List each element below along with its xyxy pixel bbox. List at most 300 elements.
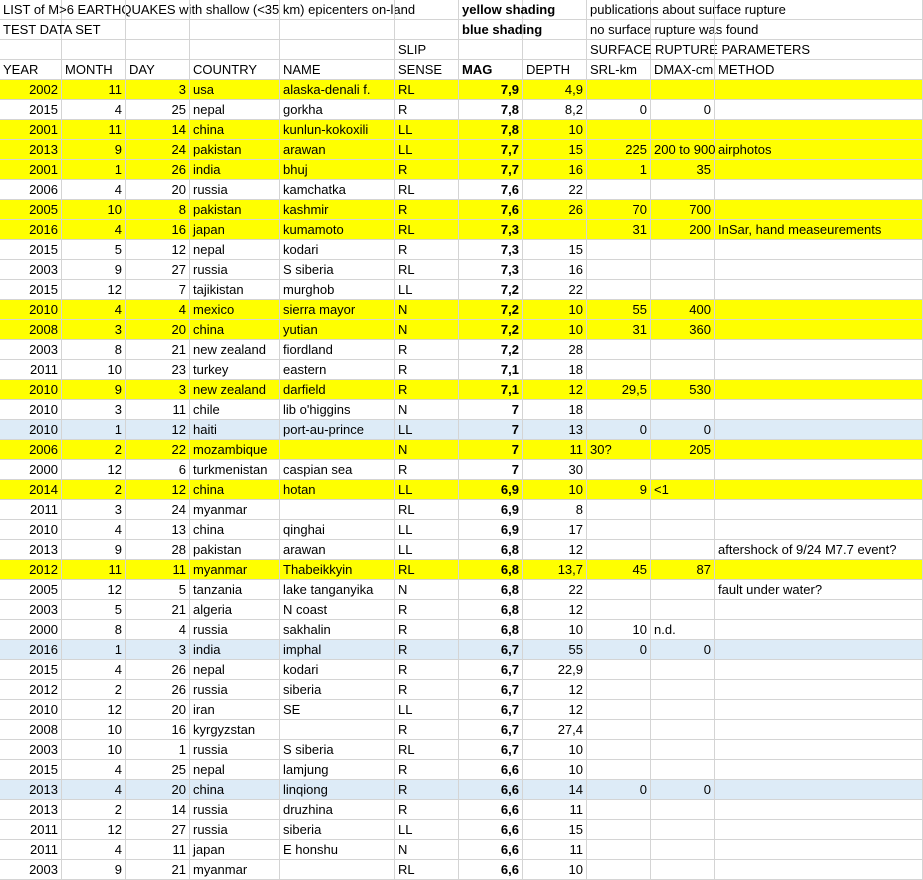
cell-depth[interactable]: 10 bbox=[523, 760, 587, 780]
cell-mag[interactable]: 6,7 bbox=[459, 740, 523, 760]
cell-day[interactable]: 16 bbox=[126, 220, 190, 240]
cell-depth[interactable]: 14 bbox=[523, 780, 587, 800]
cell-dmax-cm[interactable] bbox=[651, 600, 715, 620]
cell-country[interactable]: japan bbox=[190, 840, 280, 860]
cell-srl-km[interactable]: 1 bbox=[587, 160, 651, 180]
cell-year[interactable]: 2011 bbox=[0, 360, 62, 380]
cell-day[interactable]: 20 bbox=[126, 700, 190, 720]
cell-name[interactable]: sakhalin bbox=[280, 620, 395, 640]
cell-depth[interactable]: 12 bbox=[523, 380, 587, 400]
cell-slip-sense[interactable]: R bbox=[395, 800, 459, 820]
cell-srl-km[interactable] bbox=[587, 740, 651, 760]
cell-method[interactable] bbox=[715, 800, 923, 820]
cell-name[interactable]: lake tanganyika bbox=[280, 580, 395, 600]
cell-srl-km[interactable] bbox=[587, 180, 651, 200]
cell-month[interactable]: 12 bbox=[62, 460, 126, 480]
cell-name[interactable]: kumamoto bbox=[280, 220, 395, 240]
cell-mag[interactable]: 7,1 bbox=[459, 380, 523, 400]
cell-day[interactable]: 3 bbox=[126, 80, 190, 100]
cell-name[interactable]: darfield bbox=[280, 380, 395, 400]
cell-dmax-cm[interactable]: 360 bbox=[651, 320, 715, 340]
cell-mag[interactable]: 7,6 bbox=[459, 180, 523, 200]
cell-mag[interactable]: 6,8 bbox=[459, 540, 523, 560]
cell-name[interactable]: lib o'higgins bbox=[280, 400, 395, 420]
cell-slip-sense[interactable]: RL bbox=[395, 180, 459, 200]
cell-mag[interactable]: 7,2 bbox=[459, 300, 523, 320]
cell-year[interactable]: 2003 bbox=[0, 340, 62, 360]
cell-dmax-cm[interactable] bbox=[651, 740, 715, 760]
cell-dmax-cm[interactable] bbox=[651, 760, 715, 780]
cell-dmax-cm[interactable] bbox=[651, 660, 715, 680]
cell-depth[interactable]: 10 bbox=[523, 120, 587, 140]
cell-country[interactable]: usa bbox=[190, 80, 280, 100]
cell-name[interactable]: siberia bbox=[280, 680, 395, 700]
cell-day[interactable]: 14 bbox=[126, 800, 190, 820]
cell-month[interactable]: 11 bbox=[62, 560, 126, 580]
cell-srl-km[interactable] bbox=[587, 80, 651, 100]
cell-method[interactable] bbox=[715, 520, 923, 540]
cell-name[interactable]: bhuj bbox=[280, 160, 395, 180]
cell-slip-sense[interactable]: R bbox=[395, 640, 459, 660]
cell-name[interactable] bbox=[280, 860, 395, 880]
cell-month[interactable]: 4 bbox=[62, 100, 126, 120]
cell-day[interactable]: 12 bbox=[126, 240, 190, 260]
cell-dmax-cm[interactable]: 0 bbox=[651, 780, 715, 800]
cell-month[interactable]: 4 bbox=[62, 300, 126, 320]
cell-method[interactable] bbox=[715, 780, 923, 800]
cell-srl-km[interactable] bbox=[587, 660, 651, 680]
cell-month[interactable] bbox=[62, 0, 126, 20]
cell-year[interactable]: 2000 bbox=[0, 620, 62, 640]
cell-country[interactable]: pakistan bbox=[190, 540, 280, 560]
cell-mag[interactable]: 7,1 bbox=[459, 360, 523, 380]
cell-method[interactable] bbox=[715, 260, 923, 280]
cell-year[interactable]: 2016 bbox=[0, 640, 62, 660]
cell-dmax-cm[interactable] bbox=[651, 680, 715, 700]
cell-month[interactable]: 2 bbox=[62, 440, 126, 460]
cell-slip-sense[interactable]: R bbox=[395, 160, 459, 180]
cell-year[interactable]: 2003 bbox=[0, 260, 62, 280]
cell-day[interactable]: 3 bbox=[126, 380, 190, 400]
cell-year[interactable]: 2013 bbox=[0, 800, 62, 820]
cell-slip-sense[interactable] bbox=[395, 20, 459, 40]
cell-depth[interactable]: 8,2 bbox=[523, 100, 587, 120]
cell-year[interactable]: 2015 bbox=[0, 660, 62, 680]
cell-country[interactable]: myanmar bbox=[190, 500, 280, 520]
cell-month[interactable]: 10 bbox=[62, 720, 126, 740]
cell-day[interactable]: 12 bbox=[126, 420, 190, 440]
cell-mag[interactable]: 7,2 bbox=[459, 280, 523, 300]
cell-slip-sense[interactable]: R bbox=[395, 620, 459, 640]
cell-year[interactable]: 2005 bbox=[0, 200, 62, 220]
cell-name[interactable]: kamchatka bbox=[280, 180, 395, 200]
cell-method[interactable] bbox=[715, 760, 923, 780]
cell-method[interactable] bbox=[715, 360, 923, 380]
cell-year[interactable]: 2001 bbox=[0, 160, 62, 180]
cell-dmax-cm[interactable] bbox=[651, 520, 715, 540]
cell-day[interactable]: 23 bbox=[126, 360, 190, 380]
cell-depth[interactable]: 10 bbox=[523, 300, 587, 320]
cell-day[interactable]: 6 bbox=[126, 460, 190, 480]
cell-name[interactable]: linqiong bbox=[280, 780, 395, 800]
cell-year[interactable]: 2010 bbox=[0, 420, 62, 440]
cell-slip-sense[interactable]: SLIP bbox=[395, 40, 459, 60]
cell-depth[interactable]: 18 bbox=[523, 360, 587, 380]
cell-srl-km[interactable] bbox=[587, 520, 651, 540]
cell-depth[interactable]: 22 bbox=[523, 180, 587, 200]
cell-dmax-cm[interactable] bbox=[651, 500, 715, 520]
cell-name[interactable] bbox=[280, 0, 395, 20]
cell-year[interactable]: YEAR bbox=[0, 60, 62, 80]
cell-depth[interactable]: 15 bbox=[523, 140, 587, 160]
cell-month[interactable]: 12 bbox=[62, 580, 126, 600]
cell-country[interactable]: nepal bbox=[190, 240, 280, 260]
cell-method[interactable] bbox=[715, 380, 923, 400]
cell-month[interactable]: 1 bbox=[62, 640, 126, 660]
cell-method[interactable]: fault under water? bbox=[715, 580, 923, 600]
cell-dmax-cm[interactable]: <1 bbox=[651, 480, 715, 500]
cell-country[interactable]: tajikistan bbox=[190, 280, 280, 300]
cell-method[interactable] bbox=[715, 500, 923, 520]
cell-name[interactable]: kodari bbox=[280, 660, 395, 680]
cell-slip-sense[interactable]: R bbox=[395, 380, 459, 400]
cell-mag[interactable] bbox=[459, 40, 523, 60]
cell-method[interactable] bbox=[715, 680, 923, 700]
cell-month[interactable]: 3 bbox=[62, 500, 126, 520]
cell-year[interactable]: 2012 bbox=[0, 680, 62, 700]
cell-year[interactable]: 2010 bbox=[0, 380, 62, 400]
cell-dmax-cm[interactable] bbox=[651, 120, 715, 140]
cell-slip-sense[interactable]: RL bbox=[395, 560, 459, 580]
cell-slip-sense[interactable]: R bbox=[395, 660, 459, 680]
cell-depth[interactable]: 11 bbox=[523, 840, 587, 860]
cell-month[interactable]: 11 bbox=[62, 80, 126, 100]
cell-day[interactable]: 24 bbox=[126, 140, 190, 160]
cell-slip-sense[interactable]: LL bbox=[395, 820, 459, 840]
cell-method[interactable] bbox=[715, 120, 923, 140]
cell-srl-km[interactable] bbox=[587, 760, 651, 780]
cell-year[interactable]: 2006 bbox=[0, 180, 62, 200]
cell-month[interactable]: MONTH bbox=[62, 60, 126, 80]
cell-day[interactable]: 16 bbox=[126, 720, 190, 740]
cell-depth[interactable]: DEPTH bbox=[523, 60, 587, 80]
cell-day[interactable]: 5 bbox=[126, 580, 190, 600]
cell-mag[interactable]: 6,7 bbox=[459, 700, 523, 720]
cell-country[interactable]: myanmar bbox=[190, 860, 280, 880]
cell-method[interactable]: airphotos bbox=[715, 140, 923, 160]
cell-country[interactable]: new zealand bbox=[190, 380, 280, 400]
cell-slip-sense[interactable]: LL bbox=[395, 700, 459, 720]
cell-month[interactable] bbox=[62, 40, 126, 60]
cell-slip-sense[interactable]: R bbox=[395, 240, 459, 260]
cell-method[interactable] bbox=[715, 820, 923, 840]
cell-country[interactable]: russia bbox=[190, 260, 280, 280]
cell-dmax-cm[interactable]: DMAX-cm bbox=[651, 60, 715, 80]
cell-mag[interactable]: yellow shading bbox=[459, 0, 523, 20]
cell-dmax-cm[interactable] bbox=[651, 700, 715, 720]
cell-dmax-cm[interactable] bbox=[651, 820, 715, 840]
cell-name[interactable]: arawan bbox=[280, 140, 395, 160]
cell-year[interactable]: 2006 bbox=[0, 440, 62, 460]
cell-srl-km[interactable]: 0 bbox=[587, 100, 651, 120]
cell-name[interactable] bbox=[280, 440, 395, 460]
cell-dmax-cm[interactable] bbox=[651, 800, 715, 820]
cell-mag[interactable]: 6,6 bbox=[459, 820, 523, 840]
cell-month[interactable]: 4 bbox=[62, 520, 126, 540]
cell-srl-km[interactable] bbox=[587, 120, 651, 140]
cell-depth[interactable]: 10 bbox=[523, 320, 587, 340]
cell-country[interactable]: russia bbox=[190, 180, 280, 200]
cell-country[interactable]: pakistan bbox=[190, 140, 280, 160]
cell-slip-sense[interactable]: SENSE bbox=[395, 60, 459, 80]
cell-day[interactable]: 24 bbox=[126, 500, 190, 520]
cell-depth[interactable]: 10 bbox=[523, 740, 587, 760]
cell-day[interactable]: 11 bbox=[126, 840, 190, 860]
cell-day[interactable]: 26 bbox=[126, 660, 190, 680]
cell-srl-km[interactable]: 10 bbox=[587, 620, 651, 640]
cell-year[interactable]: 2013 bbox=[0, 780, 62, 800]
cell-country[interactable]: china bbox=[190, 320, 280, 340]
cell-slip-sense[interactable]: LL bbox=[395, 520, 459, 540]
cell-month[interactable]: 3 bbox=[62, 400, 126, 420]
cell-mag[interactable]: 7,6 bbox=[459, 200, 523, 220]
cell-name[interactable] bbox=[280, 20, 395, 40]
cell-depth[interactable]: 15 bbox=[523, 240, 587, 260]
cell-country[interactable]: COUNTRY bbox=[190, 60, 280, 80]
cell-slip-sense[interactable]: R bbox=[395, 760, 459, 780]
cell-slip-sense[interactable]: LL bbox=[395, 120, 459, 140]
cell-name[interactable]: hotan bbox=[280, 480, 395, 500]
cell-depth[interactable]: 12 bbox=[523, 540, 587, 560]
cell-srl-km[interactable]: 0 bbox=[587, 640, 651, 660]
cell-country[interactable] bbox=[190, 0, 280, 20]
cell-name[interactable] bbox=[280, 40, 395, 60]
cell-slip-sense[interactable]: R bbox=[395, 600, 459, 620]
cell-dmax-cm[interactable] bbox=[651, 20, 715, 40]
cell-year[interactable]: 2001 bbox=[0, 120, 62, 140]
cell-method[interactable] bbox=[715, 200, 923, 220]
cell-depth[interactable]: 13 bbox=[523, 420, 587, 440]
cell-dmax-cm[interactable] bbox=[651, 580, 715, 600]
cell-mag[interactable]: 7,2 bbox=[459, 320, 523, 340]
cell-srl-km[interactable] bbox=[587, 680, 651, 700]
cell-country[interactable]: myanmar bbox=[190, 560, 280, 580]
cell-name[interactable]: NAME bbox=[280, 60, 395, 80]
cell-country[interactable]: china bbox=[190, 520, 280, 540]
cell-country[interactable]: iran bbox=[190, 700, 280, 720]
cell-dmax-cm[interactable]: 0 bbox=[651, 100, 715, 120]
cell-month[interactable]: 4 bbox=[62, 660, 126, 680]
cell-slip-sense[interactable]: R bbox=[395, 680, 459, 700]
cell-method[interactable] bbox=[715, 40, 923, 60]
cell-name[interactable]: kashmir bbox=[280, 200, 395, 220]
cell-slip-sense[interactable]: R bbox=[395, 200, 459, 220]
cell-method[interactable] bbox=[715, 720, 923, 740]
cell-method[interactable] bbox=[715, 340, 923, 360]
cell-country[interactable] bbox=[190, 20, 280, 40]
cell-name[interactable]: port-au-prince bbox=[280, 420, 395, 440]
cell-srl-km[interactable] bbox=[587, 260, 651, 280]
cell-month[interactable] bbox=[62, 20, 126, 40]
cell-year[interactable]: 2005 bbox=[0, 580, 62, 600]
cell-name[interactable]: arawan bbox=[280, 540, 395, 560]
cell-mag[interactable]: 7,8 bbox=[459, 120, 523, 140]
cell-method[interactable] bbox=[715, 860, 923, 880]
cell-depth[interactable]: 12 bbox=[523, 700, 587, 720]
cell-srl-km[interactable]: publications about surface rupture bbox=[587, 0, 651, 20]
cell-country[interactable]: russia bbox=[190, 620, 280, 640]
cell-method[interactable] bbox=[715, 740, 923, 760]
cell-name[interactable]: S siberia bbox=[280, 740, 395, 760]
cell-name[interactable]: alaska-denali f. bbox=[280, 80, 395, 100]
cell-month[interactable]: 2 bbox=[62, 680, 126, 700]
cell-mag[interactable]: 7,2 bbox=[459, 340, 523, 360]
cell-method[interactable] bbox=[715, 440, 923, 460]
cell-slip-sense[interactable]: R bbox=[395, 360, 459, 380]
cell-month[interactable]: 8 bbox=[62, 620, 126, 640]
cell-mag[interactable]: MAG bbox=[459, 60, 523, 80]
cell-mag[interactable]: 6,8 bbox=[459, 580, 523, 600]
cell-method[interactable] bbox=[715, 300, 923, 320]
cell-month[interactable]: 4 bbox=[62, 220, 126, 240]
cell-country[interactable]: china bbox=[190, 120, 280, 140]
cell-month[interactable]: 1 bbox=[62, 160, 126, 180]
cell-country[interactable]: india bbox=[190, 160, 280, 180]
cell-name[interactable]: druzhina bbox=[280, 800, 395, 820]
cell-srl-km[interactable]: 9 bbox=[587, 480, 651, 500]
cell-name[interactable]: qinghai bbox=[280, 520, 395, 540]
cell-name[interactable]: caspian sea bbox=[280, 460, 395, 480]
cell-country[interactable]: japan bbox=[190, 220, 280, 240]
cell-country[interactable]: chile bbox=[190, 400, 280, 420]
cell-srl-km[interactable] bbox=[587, 600, 651, 620]
cell-year[interactable]: 2010 bbox=[0, 300, 62, 320]
cell-srl-km[interactable] bbox=[587, 820, 651, 840]
cell-year[interactable]: 2015 bbox=[0, 240, 62, 260]
cell-depth[interactable]: 22 bbox=[523, 280, 587, 300]
cell-month[interactable]: 12 bbox=[62, 280, 126, 300]
cell-depth[interactable]: 18 bbox=[523, 400, 587, 420]
cell-slip-sense[interactable]: N bbox=[395, 440, 459, 460]
cell-srl-km[interactable]: 55 bbox=[587, 300, 651, 320]
cell-depth[interactable]: 8 bbox=[523, 500, 587, 520]
cell-depth[interactable]: 15 bbox=[523, 820, 587, 840]
cell-day[interactable]: 26 bbox=[126, 680, 190, 700]
cell-mag[interactable]: 6,9 bbox=[459, 500, 523, 520]
cell-day[interactable]: 11 bbox=[126, 560, 190, 580]
cell-country[interactable]: russia bbox=[190, 740, 280, 760]
cell-srl-km[interactable]: 29,5 bbox=[587, 380, 651, 400]
cell-mag[interactable]: 7,3 bbox=[459, 240, 523, 260]
cell-country[interactable]: mozambique bbox=[190, 440, 280, 460]
cell-slip-sense[interactable]: RL bbox=[395, 80, 459, 100]
cell-depth[interactable]: 28 bbox=[523, 340, 587, 360]
cell-month[interactable]: 10 bbox=[62, 200, 126, 220]
cell-depth[interactable]: 30 bbox=[523, 460, 587, 480]
cell-depth[interactable]: 17 bbox=[523, 520, 587, 540]
cell-month[interactable]: 4 bbox=[62, 180, 126, 200]
cell-slip-sense[interactable]: R bbox=[395, 780, 459, 800]
cell-country[interactable]: nepal bbox=[190, 660, 280, 680]
cell-method[interactable] bbox=[715, 560, 923, 580]
cell-slip-sense[interactable]: LL bbox=[395, 540, 459, 560]
cell-method[interactable] bbox=[715, 400, 923, 420]
cell-country[interactable]: india bbox=[190, 640, 280, 660]
cell-year[interactable]: 2003 bbox=[0, 740, 62, 760]
cell-month[interactable]: 8 bbox=[62, 340, 126, 360]
cell-name[interactable]: E honshu bbox=[280, 840, 395, 860]
cell-mag[interactable]: 6,6 bbox=[459, 760, 523, 780]
cell-srl-km[interactable] bbox=[587, 360, 651, 380]
cell-dmax-cm[interactable]: 0 bbox=[651, 640, 715, 660]
cell-srl-km[interactable]: no surface rupture was found bbox=[587, 20, 651, 40]
cell-day[interactable]: 4 bbox=[126, 620, 190, 640]
cell-slip-sense[interactable]: RL bbox=[395, 860, 459, 880]
cell-year[interactable]: 2008 bbox=[0, 720, 62, 740]
cell-year[interactable]: 2015 bbox=[0, 280, 62, 300]
cell-slip-sense[interactable]: RL bbox=[395, 500, 459, 520]
cell-mag[interactable]: 7 bbox=[459, 460, 523, 480]
cell-mag[interactable]: 7,8 bbox=[459, 100, 523, 120]
cell-dmax-cm[interactable]: 205 bbox=[651, 440, 715, 460]
cell-srl-km[interactable] bbox=[587, 720, 651, 740]
cell-srl-km[interactable]: 31 bbox=[587, 320, 651, 340]
cell-dmax-cm[interactable]: 530 bbox=[651, 380, 715, 400]
cell-mag[interactable]: 6,9 bbox=[459, 520, 523, 540]
cell-mag[interactable]: 6,7 bbox=[459, 720, 523, 740]
cell-day[interactable]: 28 bbox=[126, 540, 190, 560]
cell-country[interactable]: turkmenistan bbox=[190, 460, 280, 480]
cell-name[interactable]: gorkha bbox=[280, 100, 395, 120]
cell-year[interactable]: 2003 bbox=[0, 860, 62, 880]
cell-name[interactable]: imphal bbox=[280, 640, 395, 660]
cell-day[interactable]: 25 bbox=[126, 100, 190, 120]
cell-dmax-cm[interactable]: n.d. bbox=[651, 620, 715, 640]
cell-name[interactable]: eastern bbox=[280, 360, 395, 380]
cell-year[interactable]: 2013 bbox=[0, 540, 62, 560]
cell-mag[interactable]: 7,9 bbox=[459, 80, 523, 100]
cell-month[interactable]: 9 bbox=[62, 140, 126, 160]
cell-month[interactable]: 9 bbox=[62, 380, 126, 400]
cell-dmax-cm[interactable] bbox=[651, 340, 715, 360]
cell-month[interactable]: 12 bbox=[62, 820, 126, 840]
cell-dmax-cm[interactable]: 0 bbox=[651, 420, 715, 440]
cell-day[interactable]: 20 bbox=[126, 780, 190, 800]
cell-day[interactable]: 7 bbox=[126, 280, 190, 300]
cell-month[interactable]: 2 bbox=[62, 800, 126, 820]
cell-year[interactable]: 2015 bbox=[0, 100, 62, 120]
cell-depth[interactable]: 55 bbox=[523, 640, 587, 660]
cell-dmax-cm[interactable]: 87 bbox=[651, 560, 715, 580]
cell-srl-km[interactable] bbox=[587, 460, 651, 480]
cell-dmax-cm[interactable]: 200 to 900 bbox=[651, 140, 715, 160]
cell-month[interactable]: 2 bbox=[62, 480, 126, 500]
cell-srl-km[interactable]: 30? bbox=[587, 440, 651, 460]
cell-year[interactable]: 2011 bbox=[0, 500, 62, 520]
cell-slip-sense[interactable]: LL bbox=[395, 280, 459, 300]
cell-country[interactable]: nepal bbox=[190, 100, 280, 120]
cell-mag[interactable]: 7,7 bbox=[459, 160, 523, 180]
cell-name[interactable]: lamjung bbox=[280, 760, 395, 780]
cell-year[interactable]: 2011 bbox=[0, 820, 62, 840]
cell-method[interactable] bbox=[715, 180, 923, 200]
cell-day[interactable]: 27 bbox=[126, 820, 190, 840]
cell-method[interactable] bbox=[715, 20, 923, 40]
cell-srl-km[interactable]: 70 bbox=[587, 200, 651, 220]
cell-name[interactable]: N coast bbox=[280, 600, 395, 620]
cell-method[interactable] bbox=[715, 320, 923, 340]
cell-year[interactable]: 2003 bbox=[0, 600, 62, 620]
